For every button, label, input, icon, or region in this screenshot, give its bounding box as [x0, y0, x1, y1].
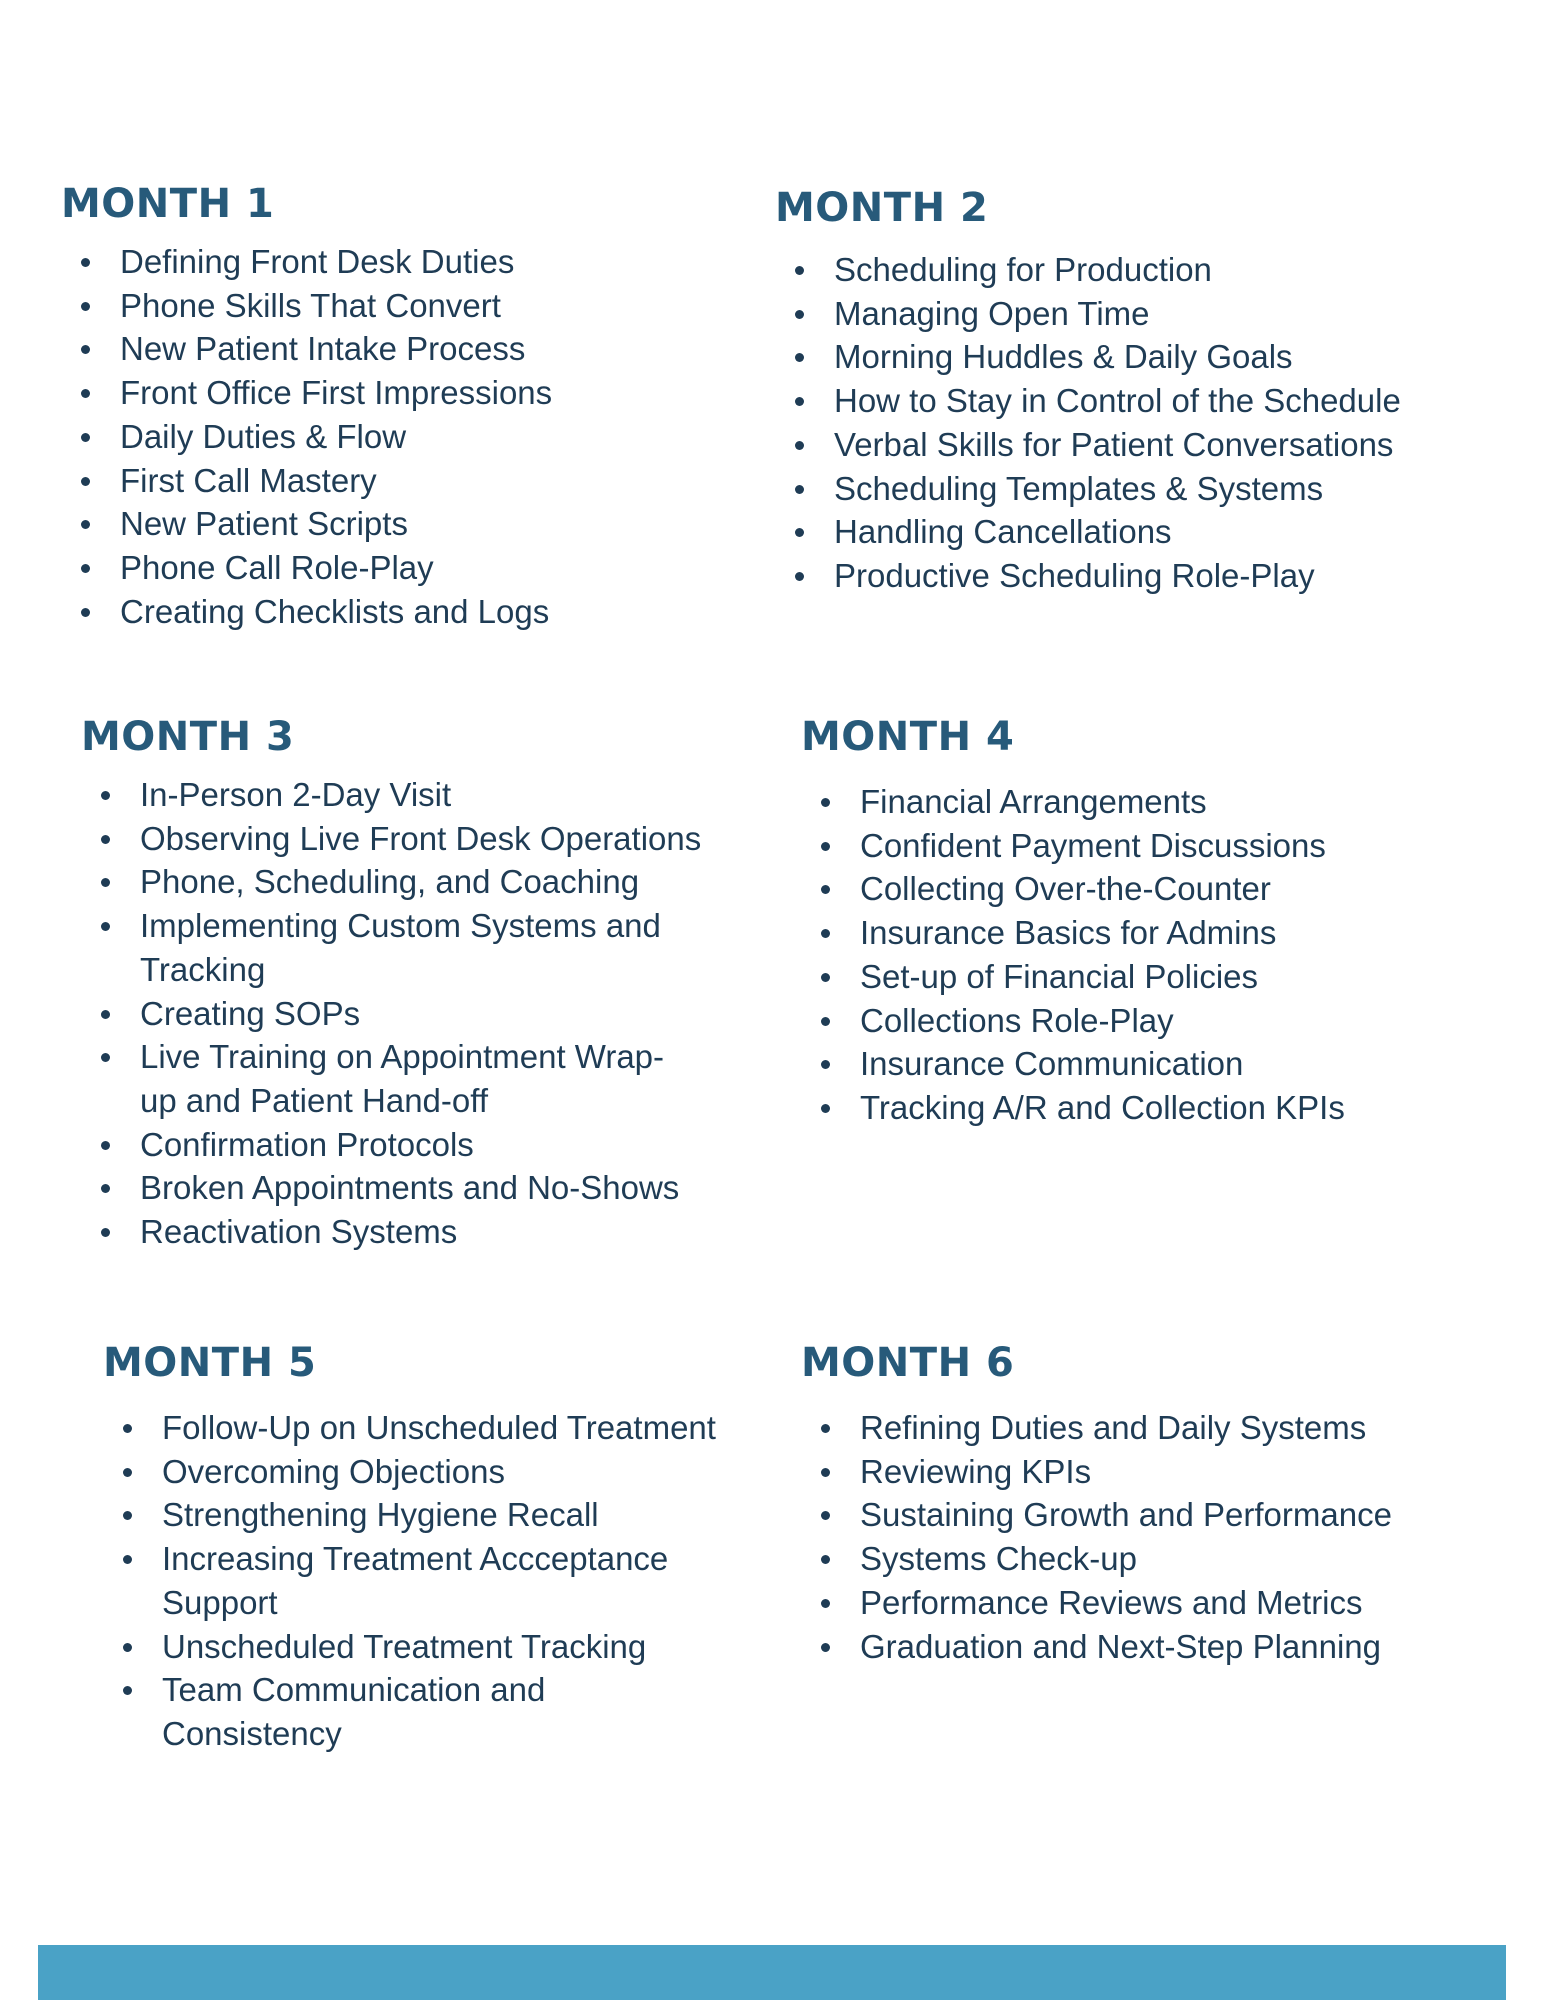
- list-item-text: Unscheduled Treatment Tracking: [162, 1627, 647, 1665]
- bullet-icon: [821, 842, 830, 851]
- bullet-icon: [821, 885, 830, 894]
- list-item-text: Creating Checklists and Logs: [120, 592, 550, 630]
- list-item: [775, 292, 1401, 336]
- list-item: [61, 590, 552, 634]
- list-item-text: Tracking A/R and Collection KPIs: [860, 1088, 1345, 1126]
- list-item-text: In-Person 2-Day Visit: [140, 776, 452, 813]
- bullet-icon: [123, 1424, 132, 1433]
- month-4-section: [801, 713, 1345, 1130]
- list-item-text: New Patient Scripts: [120, 505, 408, 543]
- list-item-text: Broken Appointments and No-Shows: [140, 1169, 680, 1207]
- list-item-text: Defining Front Desk Duties: [120, 243, 515, 280]
- list-item: [61, 415, 552, 459]
- list-item: [103, 1712, 716, 1756]
- list-item-text: Scheduling for Production: [834, 251, 1212, 288]
- bullet-icon: [101, 1184, 110, 1193]
- list-item: [775, 335, 1401, 379]
- list-item: [801, 1450, 1392, 1494]
- list-item: [61, 240, 552, 284]
- bullet-icon: [81, 302, 90, 311]
- list-item-text: Reviewing KPIs: [860, 1452, 1092, 1490]
- list-item-text: Verbal Skills for Patient Conversations: [834, 425, 1394, 463]
- list-item-text: Collections Role-Play: [860, 1001, 1174, 1039]
- list-item: [81, 817, 701, 861]
- bullet-icon: [821, 1468, 830, 1477]
- list-item: [801, 1581, 1392, 1625]
- list-item: [775, 379, 1401, 423]
- bullet-icon: [101, 1228, 110, 1237]
- list-item: [103, 1581, 716, 1625]
- list-item: [775, 467, 1401, 511]
- list-item: [801, 780, 1345, 824]
- month-6-list: [801, 1406, 1392, 1668]
- bullet-icon: [821, 929, 830, 938]
- list-item-text: Front Office First Impressions: [120, 374, 553, 412]
- bullet-icon: [123, 1686, 132, 1695]
- list-item-text: Insurance Communication: [860, 1045, 1244, 1083]
- list-item-text: Insurance Basics for Admins: [860, 914, 1277, 952]
- bullet-icon: [821, 1060, 830, 1069]
- bullet-icon: [123, 1468, 132, 1477]
- list-item: [801, 867, 1345, 911]
- list-item-text: Consistency: [162, 1714, 342, 1752]
- month-6-section: [801, 1339, 1392, 1668]
- bullet-icon: [821, 798, 830, 807]
- list-item: [801, 1086, 1345, 1130]
- bullet-icon: [101, 791, 110, 800]
- list-item: [103, 1668, 716, 1712]
- list-item-text: Support: [162, 1583, 278, 1621]
- bullet-icon: [101, 835, 110, 844]
- bullet-icon: [123, 1555, 132, 1564]
- month-2-section: [775, 184, 1401, 598]
- list-item-text: New Patient Intake Process: [120, 330, 526, 368]
- list-item-text: Set-up of Financial Policies: [860, 957, 1259, 995]
- month-6-title: MONTH 6: [801, 1340, 1015, 1386]
- list-item-text: Live Training on Appointment Wrap-: [140, 1038, 665, 1076]
- list-item: [103, 1406, 716, 1450]
- list-item: [81, 1210, 701, 1254]
- list-item-text: Implementing Custom Systems and: [140, 907, 661, 945]
- month-3-list: [81, 773, 701, 1254]
- list-item-text: Managing Open Time: [834, 294, 1150, 332]
- list-item: [81, 992, 701, 1036]
- list-item-text: Daily Duties & Flow: [120, 417, 407, 455]
- list-item: [61, 284, 552, 328]
- list-item: [801, 1406, 1392, 1450]
- list-item: [801, 955, 1345, 999]
- bullet-icon: [81, 433, 90, 442]
- footer-bar: [38, 1945, 1506, 2000]
- list-item: [801, 1537, 1392, 1581]
- list-item-text: Tracking: [140, 950, 266, 988]
- bullet-icon: [795, 397, 804, 406]
- bullet-icon: [821, 1599, 830, 1608]
- month-5-list: [103, 1406, 716, 1756]
- list-item: [81, 1035, 701, 1079]
- list-item-text: Phone Call Role-Play: [120, 548, 434, 586]
- list-item: [801, 824, 1345, 868]
- list-item-text: Creating SOPs: [140, 994, 361, 1032]
- list-item-text: Overcoming Objections: [162, 1452, 505, 1490]
- month-1-list: [61, 240, 552, 633]
- bullet-icon: [821, 973, 830, 982]
- list-item: [801, 1625, 1392, 1669]
- bullet-icon: [81, 608, 90, 617]
- list-item-text: Financial Arrangements: [860, 783, 1207, 820]
- list-item-text: First Call Mastery: [120, 461, 377, 499]
- month-3-section: [81, 713, 701, 1254]
- list-item-text: Productive Scheduling Role-Play: [834, 556, 1315, 594]
- bullet-icon: [81, 389, 90, 398]
- list-item-text: Morning Huddles & Daily Goals: [834, 338, 1293, 376]
- bullet-icon: [795, 266, 804, 275]
- list-item: [103, 1450, 716, 1494]
- list-item: [81, 860, 701, 904]
- list-item: [801, 999, 1345, 1043]
- bullet-icon: [101, 1053, 110, 1062]
- list-item: [801, 911, 1345, 955]
- bullet-icon: [123, 1643, 132, 1652]
- list-item: [775, 423, 1401, 467]
- bullet-icon: [81, 258, 90, 267]
- list-item: [103, 1493, 716, 1537]
- bullet-icon: [101, 878, 110, 887]
- list-item-text: Sustaining Growth and Performance: [860, 1496, 1392, 1534]
- month-1-section: [61, 180, 552, 633]
- list-item-text: Systems Check-up: [860, 1540, 1137, 1578]
- bullet-icon: [81, 520, 90, 529]
- month-1-title: MONTH 1: [61, 181, 275, 227]
- list-item: [775, 248, 1401, 292]
- list-item-text: Follow-Up on Unscheduled Treatment: [162, 1409, 716, 1446]
- bullet-icon: [101, 1010, 110, 1019]
- bullet-icon: [821, 1017, 830, 1026]
- list-item-text: Performance Reviews and Metrics: [860, 1583, 1363, 1621]
- list-item-text: Phone Skills That Convert: [120, 286, 501, 324]
- list-item-text: Scheduling Templates & Systems: [834, 469, 1324, 507]
- list-item-text: Team Communication and: [162, 1671, 546, 1709]
- list-item-text: Phone, Scheduling, and Coaching: [140, 863, 640, 901]
- list-item-text: Graduation and Next-Step Planning: [860, 1627, 1382, 1665]
- bullet-icon: [81, 477, 90, 486]
- list-item: [61, 502, 552, 546]
- list-item-text: Increasing Treatment Accceptance: [162, 1540, 669, 1578]
- bullet-icon: [821, 1424, 830, 1433]
- month-3-title: MONTH 3: [81, 714, 295, 760]
- list-item-text: Confirmation Protocols: [140, 1125, 474, 1163]
- list-item-text: Handling Cancellations: [834, 513, 1172, 551]
- list-item: [81, 773, 701, 817]
- bullet-icon: [821, 1555, 830, 1564]
- list-item-text: Strengthening Hygiene Recall: [162, 1496, 599, 1534]
- list-item: [81, 948, 701, 992]
- month-5-title: MONTH 5: [103, 1340, 317, 1386]
- list-item: [81, 1079, 701, 1123]
- list-item: [61, 546, 552, 590]
- list-item: [801, 1493, 1392, 1537]
- list-item: [61, 459, 552, 503]
- list-item: [775, 510, 1401, 554]
- month-2-title: MONTH 2: [775, 185, 989, 231]
- bullet-icon: [795, 572, 804, 581]
- list-item-text: Reactivation Systems: [140, 1213, 458, 1251]
- bullet-icon: [101, 922, 110, 931]
- month-4-title: MONTH 4: [801, 714, 1015, 760]
- list-item: [103, 1537, 716, 1581]
- list-item: [775, 554, 1401, 598]
- bullet-icon: [821, 1511, 830, 1520]
- bullet-icon: [123, 1511, 132, 1520]
- month-4-list: [801, 780, 1345, 1130]
- bullet-icon: [81, 564, 90, 573]
- list-item-text: Confident Payment Discussions: [860, 826, 1326, 864]
- list-item-text: Collecting Over-the-Counter: [860, 870, 1271, 908]
- bullet-icon: [795, 485, 804, 494]
- bullet-icon: [795, 528, 804, 537]
- bullet-icon: [81, 345, 90, 354]
- list-item-text: up and Patient Hand-off: [140, 1081, 488, 1119]
- bullet-icon: [821, 1643, 830, 1652]
- list-item-text: How to Stay in Control of the Schedule: [834, 382, 1401, 420]
- list-item-text: Refining Duties and Daily Systems: [860, 1409, 1367, 1446]
- bullet-icon: [101, 1141, 110, 1150]
- bullet-icon: [821, 1104, 830, 1113]
- list-item: [81, 1166, 701, 1210]
- list-item: [61, 327, 552, 371]
- bullet-icon: [795, 310, 804, 319]
- month-2-list: [775, 248, 1401, 598]
- list-item-text: Observing Live Front Desk Operations: [140, 819, 702, 857]
- month-5-section: [103, 1339, 716, 1756]
- bullet-icon: [795, 441, 804, 450]
- list-item: [81, 904, 701, 948]
- list-item: [61, 371, 552, 415]
- list-item: [801, 1042, 1345, 1086]
- bullet-icon: [795, 353, 804, 362]
- list-item: [81, 1123, 701, 1167]
- list-item: [103, 1625, 716, 1669]
